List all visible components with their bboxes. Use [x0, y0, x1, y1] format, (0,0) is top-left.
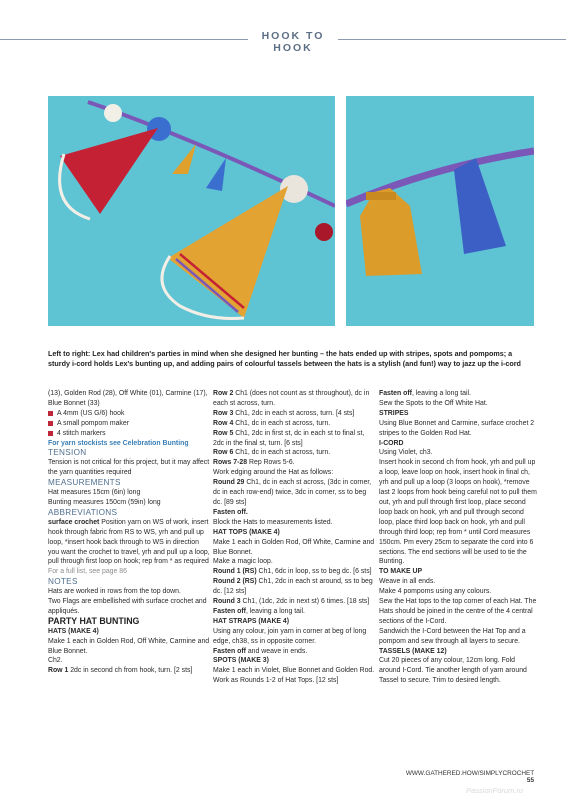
list-item: A 4mm (US G/6) hook	[48, 409, 210, 419]
abbreviation-term: surface crochet	[48, 518, 100, 526]
list-item: A small pompom maker	[48, 419, 210, 429]
section-title: HOOK TO HOOK	[261, 30, 325, 54]
header-rule-left	[0, 39, 248, 40]
measurements-bunting: Bunting measures 150cm (59in) long	[48, 498, 161, 506]
make-up-heading: TO MAKE UP	[379, 568, 423, 576]
stripes-heading: STRIPES	[379, 409, 409, 417]
notes-heading: NOTES	[48, 577, 78, 587]
tassels-heading: TASSELS (MAKE 12)	[379, 647, 447, 655]
hat-top-round-3: Round 3 Ch1, (1dc, 2dc in next st) 6 times. [18 sts]	[213, 598, 370, 606]
measurements-heading: MEASUREMENTS	[48, 478, 121, 488]
tension-text: Tension is not critical for this project, but it may affect the yarn quantities required	[48, 459, 210, 477]
tassel-closeup-photo	[346, 96, 534, 326]
watermark: PassionForum.ru	[466, 786, 524, 795]
bullet-square-icon	[48, 411, 53, 416]
yarn-list: (13), Golden Rod (28), Off White (01), Carmine (17), Blue Bonnet (33)	[48, 390, 208, 407]
hat-straps-text: Using any colour, join yarn in corner at beg of long edge, ch38, ss in opposite corner.	[213, 627, 367, 645]
notes-text-1: Hats are worked in rows from the top down.	[48, 588, 181, 596]
pattern-heading: PARTY HAT BUNTING	[48, 615, 140, 626]
pattern-row: Row 6 Ch1, dc in each st across, turn.	[213, 449, 331, 457]
column-1	[48, 389, 210, 676]
block-instructions: Block the Hats to measurements listed.	[213, 518, 333, 526]
page-footer	[400, 770, 534, 784]
measurements-hat: Hat measures 15cm (6in) long	[48, 489, 141, 497]
pattern-row: Row 2 Ch1 (does not count as st throughout), dc in each st across, turn.	[213, 390, 370, 407]
list-item: 4 stitch markers	[48, 429, 210, 439]
abbreviations-page-ref[interactable]: For a full list, see page 86	[48, 568, 127, 576]
icord-text: Insert hook in second ch from hook, yrh and pull up a loop, leave loop on hook, insert hook in final ch, yrh and pull up a loop (3 loops on hook), *remove last 2 loops from hook being careful not to pull them out, yrh and pull through first loop, place second loop back on hook, yrh and pull through second loop, place third loop back on hook, yrh and pull through third loop; rep from * until Cord measures 150cm. Pm every 25cm to separate the cord into 6 sections. The end sections will be used to tie the Bunting.	[379, 459, 537, 566]
hats-chain: Ch2.	[48, 657, 63, 665]
spots-make: Make 1 each in Violet, Blue Bonnet and Golden Rod.	[213, 667, 375, 675]
hat-tops-heading: HAT TOPS (MAKE 4)	[213, 528, 280, 536]
column-2	[213, 389, 375, 686]
hat-top-round-2: Round 2 (RS) Ch1, 2dc in each st around, ss to beg dc. [12 sts]	[213, 578, 373, 596]
stockists-link[interactable]: For yarn stockists see Celebration Bunting	[48, 439, 189, 447]
column-3	[379, 389, 537, 686]
make-up-step: Sew the Hat tops to the top corner of each Hat. The Hats should be joined in the centre of the 4 central sections of the I-Cord.	[379, 598, 537, 625]
tassels-text: Cut 20 pieces of any colour, 12cm long. Fold around I-Cord. Tie another length of yarn around Tassel to secure. Trim to desired length.	[379, 657, 527, 685]
tension-heading: TENSION	[48, 448, 87, 458]
hat-top-fasten-off: Fasten off, leaving a long tail.	[213, 607, 305, 615]
hat-tops-make: Make 1 each in Golden Rod, Off White, Carmine and Blue Bonnet.	[213, 538, 375, 556]
edging-intro: Work edging around the Hat as follows:	[213, 469, 334, 477]
icord-start: Using Violet, ch3.	[379, 449, 433, 457]
make-up-step: Sandwich the I-Cord between the Hat Top and a pompom and sew through all layers to secure.	[379, 627, 526, 645]
hat-top-round-1: Round 1 (RS) Ch1, 6dc in loop, ss to beg dc. [6 sts]	[213, 568, 372, 576]
bullet-square-icon	[48, 431, 53, 436]
pattern-row: Row 5 Ch1, 2dc in first st, dc in each st to final st, 2dc in the final st, turn. [6 sts]	[213, 429, 365, 447]
fasten-off: Fasten off.	[213, 508, 248, 516]
pattern-row-1: Row 1 2dc in second ch from hook, turn. [2 sts]	[48, 667, 193, 675]
pattern-round-29: Round 29 Ch1, dc in each st across, (3dc in corner, dc in each row-end) twice, 3dc in corner, ss to beg dc. [89 sts]	[213, 479, 372, 506]
hat-straps-fasten-off: Fasten off and weave in ends.	[213, 647, 308, 655]
photo-caption: Left to right: Lex had children's parties in mind when she designed her bunting – the hats ended up with stripes, spots and pompoms; a sturdy i-cord holds Lex's bunting up, and adding pairs of colourful tassels between the hats is a stylish (and fun!) way to jazz up the i-cord	[48, 349, 521, 368]
sew-spots: Sew the Spots to the Off White Hat.	[379, 399, 488, 407]
abbreviation-definition: Position yarn on WS of work, insert hook through fabric from RS to WS, yrh and pull up loop, *insert hook back through to WS in direction you want the crochet to travel, yrh and pull up a loop, pull through first loop on hook; rep from * as required	[48, 518, 210, 566]
pattern-row: Row 3 Ch1, 2dc in each st across, turn. [4 sts]	[213, 409, 355, 417]
pattern-row: Rows 7-28 Rep Rows 5-6.	[213, 459, 295, 467]
make-up-step: Weave in all ends.	[379, 578, 436, 586]
spots-heading: SPOTS (MAKE 3)	[213, 657, 269, 665]
magic-loop: Make a magic loop.	[213, 558, 273, 566]
page-number: 55	[526, 777, 534, 784]
spots-fasten-off: Fasten off, leaving a long tail.	[379, 390, 471, 397]
abbreviations-heading: ABBREVIATIONS	[48, 507, 118, 517]
pattern-row: Row 4 Ch1, dc in each st across, turn.	[213, 419, 331, 427]
hats-make: Make 1 each in Golden Rod, Off White, Carmine and Blue Bonnet.	[48, 637, 210, 655]
abbreviation-entry	[48, 518, 210, 568]
hat-straps-heading: HAT STRAPS (MAKE 4)	[213, 617, 290, 625]
make-up-step: Make 4 pompoms using any colours.	[379, 588, 492, 596]
party-hat-bunting-photo	[48, 96, 335, 326]
footer-url[interactable]: WWW.GATHERED.HOW/SIMPLYCROCHET	[405, 770, 534, 777]
spots-work: Work as Rounds 1-2 of Hat Tops. [12 sts]	[213, 677, 339, 685]
header-rule-right	[338, 39, 566, 40]
stripes-text: Using Blue Bonnet and Carmine, surface crochet 2 stripes to the Golden Rod Hat.	[379, 419, 535, 437]
bullet-square-icon	[48, 421, 53, 426]
notes-text-2: Two Flags are embellished with surface crochet and appliqués.	[48, 598, 207, 615]
hats-heading: HATS (MAKE 4)	[48, 627, 99, 635]
icord-heading: I-CORD	[379, 439, 404, 447]
